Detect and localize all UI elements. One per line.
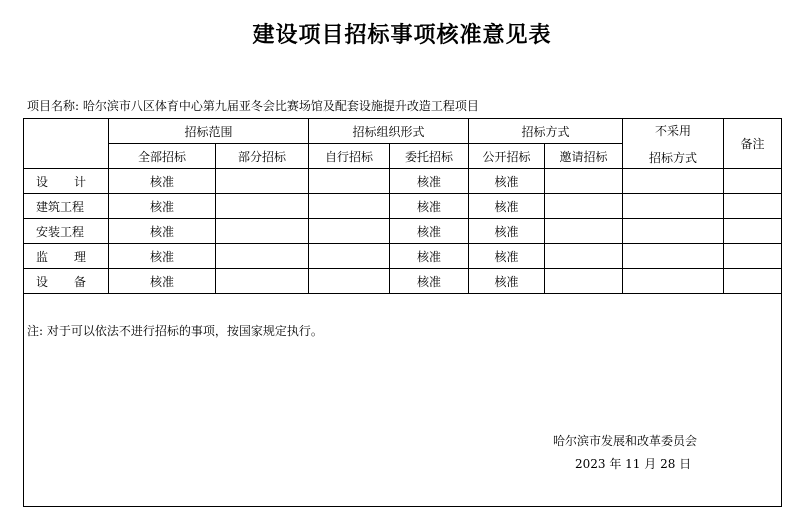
issuer-name: 哈尔滨市发展和改革委员会 xyxy=(553,434,698,448)
cell-invited xyxy=(545,219,623,244)
cell-partial xyxy=(216,269,309,294)
header-no-bid-line1: 不采用 xyxy=(655,123,692,138)
note-cell xyxy=(24,294,782,507)
row-label xyxy=(24,244,109,269)
row-label: 建筑工程 xyxy=(24,194,109,219)
cell-no-bid xyxy=(623,269,724,294)
row-label-char: 计 xyxy=(73,174,86,189)
row-label-char: 监 xyxy=(36,249,49,264)
header-invited: 邀请招标 xyxy=(545,144,623,169)
header-partial: 部分招标 xyxy=(216,144,309,169)
header-full: 全部招标 xyxy=(109,144,216,169)
cell-open: 核准 xyxy=(469,269,545,294)
row-label-char: 备 xyxy=(73,274,86,289)
header-no-bid xyxy=(623,119,724,169)
row-label xyxy=(24,269,109,294)
cell-full: 核准 xyxy=(109,194,216,219)
cell-full: 核准 xyxy=(109,244,216,269)
cell-no-bid xyxy=(623,244,724,269)
cell-entrusted: 核准 xyxy=(390,244,469,269)
header-scope: 招标范围 xyxy=(109,119,309,144)
cell-partial xyxy=(216,219,309,244)
approval-table xyxy=(23,118,782,507)
cell-entrusted: 核准 xyxy=(390,169,469,194)
cell-invited xyxy=(545,169,623,194)
cell-remark xyxy=(724,244,782,269)
issue-date: 2023 年 11 月 28 日 xyxy=(575,457,692,471)
cell-no-bid xyxy=(623,169,724,194)
cell-entrusted: 核准 xyxy=(390,269,469,294)
header-corner xyxy=(24,119,109,169)
cell-invited xyxy=(545,194,623,219)
cell-self xyxy=(309,269,390,294)
header-org-form: 招标组织形式 xyxy=(309,119,469,144)
cell-full: 核准 xyxy=(109,169,216,194)
cell-self xyxy=(309,219,390,244)
cell-self xyxy=(309,244,390,269)
cell-no-bid xyxy=(623,219,724,244)
cell-remark xyxy=(724,194,782,219)
table-row-equipment xyxy=(24,269,782,294)
table-row-installation xyxy=(24,219,782,244)
document-title: 建设项目招标事项核准意见表 xyxy=(252,22,552,48)
table-row-construction xyxy=(24,194,782,219)
cell-remark xyxy=(724,269,782,294)
project-name: 项目名称: 哈尔滨市八区体育中心第九届亚冬会比赛场馆及配套设施提升改造工程项目 xyxy=(27,99,479,113)
header-open: 公开招标 xyxy=(469,144,545,169)
header-method: 招标方式 xyxy=(469,119,623,144)
cell-full: 核准 xyxy=(109,219,216,244)
cell-open: 核准 xyxy=(469,244,545,269)
header-remark: 备注 xyxy=(724,119,782,169)
header-no-bid-line2: 招标方式 xyxy=(649,150,698,165)
header-row-1 xyxy=(24,119,782,144)
cell-no-bid xyxy=(623,194,724,219)
row-label-char: 理 xyxy=(73,249,86,264)
cell-remark xyxy=(724,169,782,194)
cell-partial xyxy=(216,194,309,219)
cell-entrusted: 核准 xyxy=(390,194,469,219)
row-label-char: 设 xyxy=(36,274,49,289)
cell-invited xyxy=(545,269,623,294)
cell-self xyxy=(309,194,390,219)
header-self: 自行招标 xyxy=(309,144,390,169)
cell-full: 核准 xyxy=(109,269,216,294)
row-label-char: 设 xyxy=(36,174,49,189)
cell-open: 核准 xyxy=(469,219,545,244)
header-entrusted: 委托招标 xyxy=(390,144,469,169)
cell-remark xyxy=(724,219,782,244)
row-label xyxy=(24,169,109,194)
cell-open: 核准 xyxy=(469,169,545,194)
note-text: 注: 对于可以依法不进行招标的事项，按国家规定执行。 xyxy=(27,324,323,338)
row-label: 安装工程 xyxy=(24,219,109,244)
cell-self xyxy=(309,169,390,194)
table-row-supervision xyxy=(24,244,782,269)
cell-open: 核准 xyxy=(469,194,545,219)
cell-entrusted: 核准 xyxy=(390,219,469,244)
cell-partial xyxy=(216,244,309,269)
cell-partial xyxy=(216,169,309,194)
note-row xyxy=(24,294,782,507)
cell-invited xyxy=(545,244,623,269)
table-row-design xyxy=(24,169,782,194)
